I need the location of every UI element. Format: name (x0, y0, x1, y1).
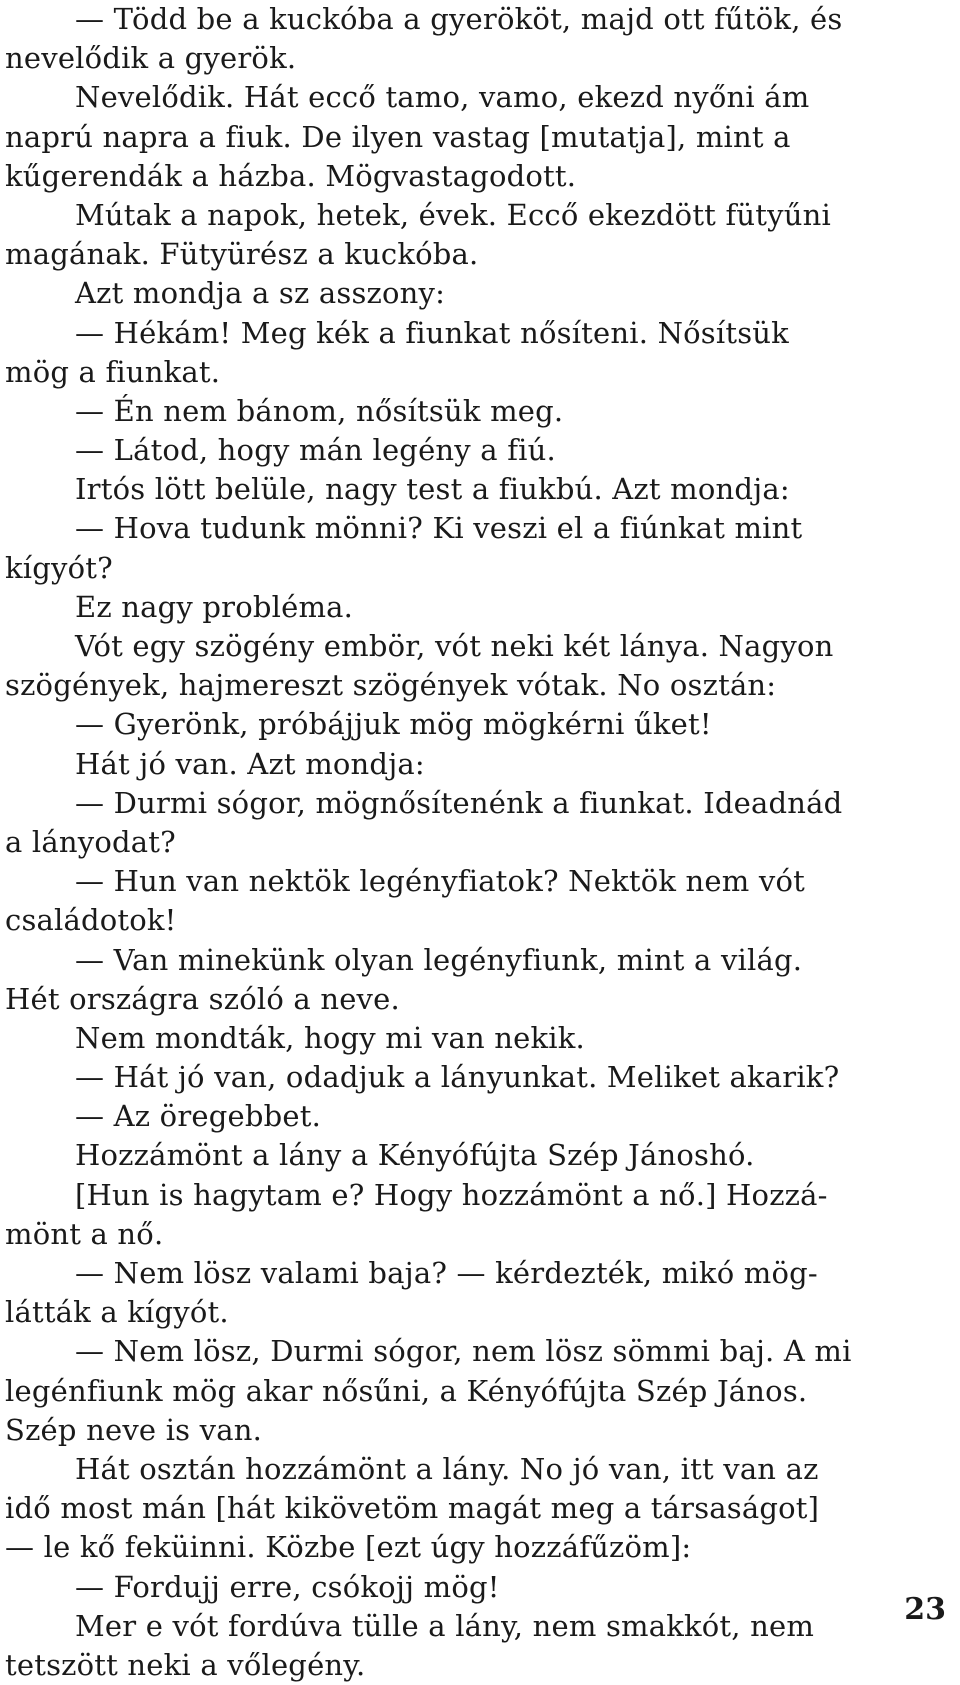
text-line: — Hova tudunk mönni? Ki veszi el a fiúnkat mint (75, 511, 803, 546)
text-line: — Nem lösz valami baja? — kérdezték, mikó mög- (75, 1256, 818, 1290)
text-line: — Látod, hogy mán legény a fiú. (75, 433, 556, 468)
text-line: tetszött neki a vőlegény. (5, 1647, 366, 1682)
text-line: Hozzámönt a lány a Kényófújta Szép Jánoshó. (75, 1138, 755, 1173)
text-line: a lányodat? (5, 824, 176, 859)
text-line: [Hun is hagytam e? Hogy hozzámönt a nő.] Hozzá- (75, 1177, 828, 1212)
text-line: Ez nagy probléma. (75, 589, 354, 624)
text-line: — Hékám! Meg kék a fiunkat nősíteni. Nősítsük (75, 315, 789, 350)
body-text (5, 0, 950, 1685)
text-line: — Fordujj erre, csókojj mög! (75, 1569, 500, 1604)
text-line: Szép neve is van. (5, 1412, 263, 1447)
text-line: legénfiunk mög akar nősűni, a Kényófújta Szép János. (5, 1373, 808, 1408)
text-line: Irtós lött belüle, nagy test a fiukbú. Azt mondja: (75, 472, 790, 507)
text-line: — Az öregebbet. (75, 1099, 322, 1134)
text-line: látták a kígyót. (5, 1295, 229, 1330)
text-line: — Durmi sógor, mögnősítenénk a fiunkat. Ideadnád (75, 785, 843, 820)
text-line: Vót egy szögény embör, vót neki két lánya. Nagyon (75, 629, 834, 663)
text-line: Nem mondták, hogy mi van nekik. (75, 1020, 585, 1055)
text-line: — Én nem bánom, nősítsük meg. (75, 393, 564, 428)
text-line: Mer e vót fordúva tülle a lány, nem smakkót, nem (75, 1608, 815, 1643)
text-line: családotok! (5, 903, 177, 938)
text-line: — Nem lösz, Durmi sógor, nem lösz sömmi baj. A mi (75, 1334, 852, 1369)
text-line: Hát jó van. Azt mondja: (75, 746, 425, 781)
text-line: — le kő feküinni. Közbe [ezt úgy hozzáfűzöm]: (5, 1530, 692, 1565)
text-line: Azt mondja a sz asszony: (75, 276, 446, 311)
text-line: mönt a nő. (5, 1216, 164, 1251)
text-line: Mútak a napok, hetek, évek. Eccő ekezdött fütyűni (75, 197, 831, 232)
text-line: Hát osztán hozzámönt a lány. No jó van, itt van az (75, 1451, 819, 1486)
text-line: — Van minekünk olyan legényfiunk, mint a világ. (75, 942, 803, 977)
text-line: kűgerendák a házba. Mögvastagodott. (5, 158, 577, 193)
page-number: 23 (904, 1592, 946, 1627)
text-line: mög a fiunkat. (5, 354, 221, 389)
text-line: Hét országra szóló a neve. (5, 981, 400, 1016)
text-line: naprú napra a fiuk. De ilyen vastag [mutatja], mint a (5, 119, 791, 154)
text-line: — Tödd be a kuckóba a gyerököt, majd ott fűtök, és (75, 2, 843, 36)
text-line: magának. Fütyürész a kuckóba. (5, 237, 479, 272)
text-line: Nevelődik. Hát eccő tamo, vamo, ekezd nyőni ám (75, 80, 810, 115)
text-line: nevelődik a gyerök. (5, 41, 297, 76)
text-line: idő most mán [hát kikövetöm magát meg a társaságot] (5, 1491, 820, 1526)
text-line: kígyót? (5, 550, 113, 585)
text-line: — Hát jó van, odadjuk a lányunkat. Meliket akarik? (75, 1060, 840, 1095)
text-line: szögények, hajmereszt szögények vótak. No osztán: (5, 668, 777, 703)
text-line: — Hun van nektök legényfiatok? Nektök nem vót (75, 864, 806, 899)
text-line: — Gyerönk, próbájjuk mög mögkérni űket! (75, 707, 712, 742)
